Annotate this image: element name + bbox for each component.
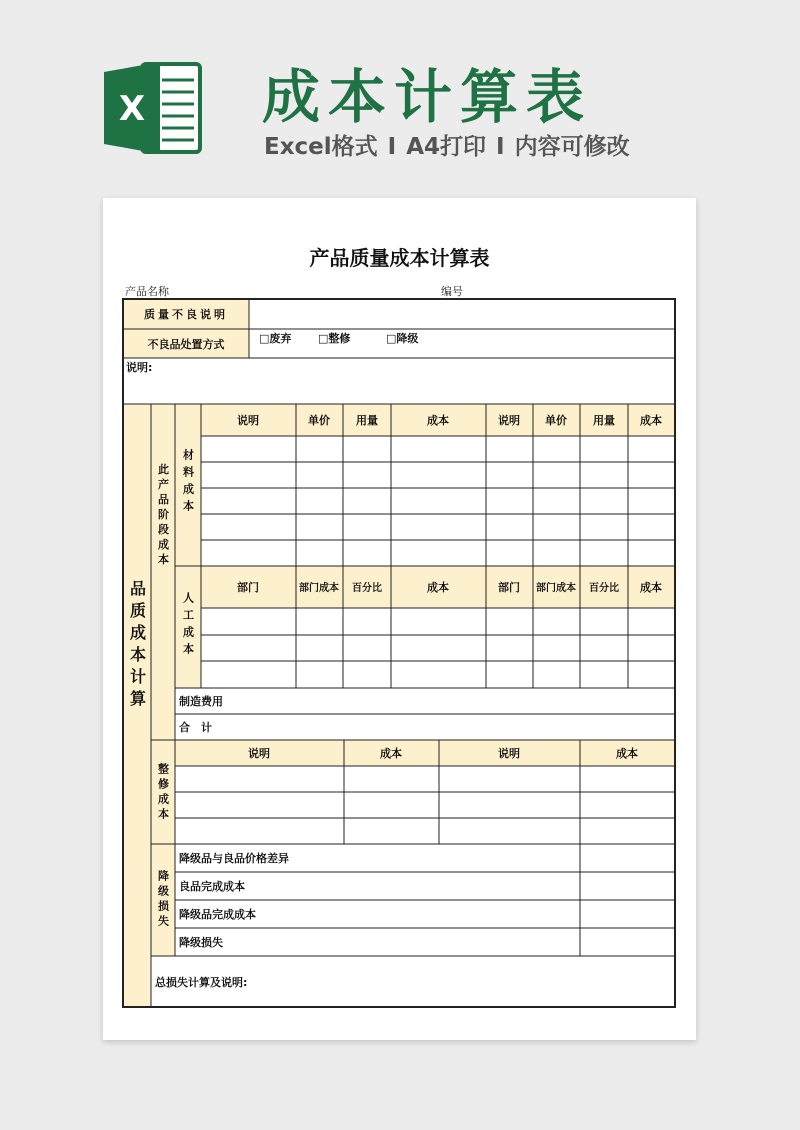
excel-icon [102, 58, 206, 158]
product-name-label: 产品名称 [125, 285, 169, 298]
labor-header: 成本 [427, 581, 449, 594]
banner-title: 成本计算表 [262, 63, 593, 131]
main-label: 品质成本计算 [127, 580, 147, 712]
downgrade-row-label: 降级品完成成本 [179, 908, 256, 921]
labor-header: 部门成本 [536, 583, 576, 594]
stage-label: 此产品阶段成本 [156, 463, 170, 569]
mfg-cost-label: 制造费用 [179, 695, 223, 708]
subtitle-part: 内容可修改 [514, 134, 630, 160]
rework-label: 整修成本 [156, 763, 170, 823]
disposal-option-rework: □整修 [318, 332, 351, 345]
disposal-label: 不良品处置方式 [147, 338, 225, 351]
material-header: 用量 [356, 414, 378, 427]
downgrade-label: 降级损失 [156, 870, 170, 930]
total-label: 合 计 [179, 721, 212, 734]
document-sheet [103, 198, 696, 1040]
material-header: 成本 [640, 414, 662, 427]
defect-desc-label: 质量不良说明 [144, 308, 228, 321]
subtitle-separator: I [387, 134, 397, 160]
subtitle-separator: I [496, 134, 505, 160]
code-label: 编号 [441, 285, 463, 298]
subtitle-part: A4打印 [406, 134, 487, 160]
material-label: 材料成本 [181, 449, 195, 517]
banner-subtitle [264, 128, 630, 161]
labor-header: 百分比 [589, 583, 619, 594]
disposal-option-downgrade: □降级 [386, 332, 419, 345]
labor-label: 人工成本 [181, 592, 195, 660]
disposal-option-scrap: □废弃 [259, 332, 292, 345]
fill-stage-label [151, 404, 175, 740]
material-header: 说明 [498, 414, 520, 427]
rework-header: 成本 [616, 747, 638, 760]
material-header: 成本 [427, 414, 449, 427]
labor-header: 部门 [237, 581, 259, 594]
material-header: 说明 [237, 414, 259, 427]
logo-letter: X [118, 89, 146, 129]
document-title: 产品质量成本计算表 [309, 246, 490, 270]
downgrade-row-label: 良品完成成本 [179, 880, 245, 893]
cost-form-table [103, 198, 696, 1040]
subtitle-part: Excel格式 [264, 134, 378, 160]
material-header: 单价 [308, 414, 330, 427]
header-fills [123, 299, 675, 1007]
rework-header: 说明 [498, 747, 520, 760]
rework-header: 成本 [380, 747, 402, 760]
labor-header: 百分比 [352, 583, 382, 594]
labor-header: 部门 [498, 581, 520, 594]
rework-header: 说明 [248, 747, 270, 760]
material-header: 单价 [545, 414, 567, 427]
labor-header: 成本 [640, 581, 662, 594]
downgrade-row-label: 降级品与良品价格差异 [179, 852, 289, 865]
labor-header: 部门成本 [299, 583, 339, 594]
note-label: 说明: [126, 361, 153, 374]
material-header: 用量 [593, 414, 615, 427]
total-loss-label: 总损失计算及说明: [155, 976, 248, 989]
downgrade-row-label: 降级损失 [179, 936, 223, 949]
